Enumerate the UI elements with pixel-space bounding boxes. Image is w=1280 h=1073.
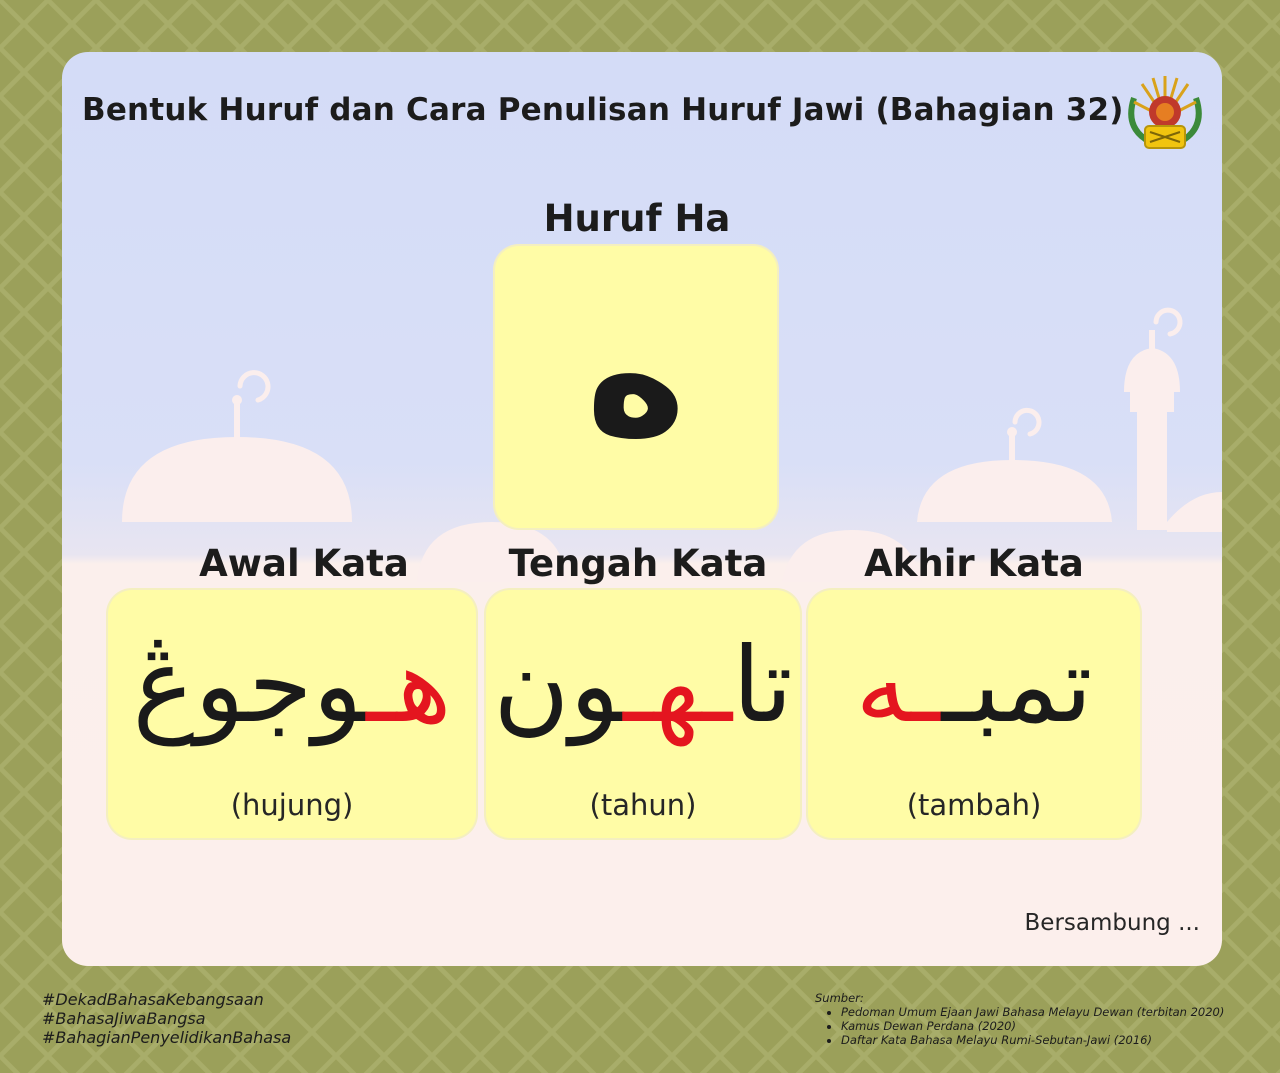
position-label-akhir: Akhir Kata	[864, 542, 1084, 585]
highlighted-letter: هـ	[366, 624, 452, 746]
word-part-after: وجوڠ	[132, 624, 367, 746]
arabic-word-tengah	[486, 610, 800, 760]
source-item: • Pedoman Umum Ejaan Jawi Bahasa Melayu Dewan (terbitan 2020)	[841, 1005, 1224, 1019]
word-box-akhir	[808, 590, 1140, 838]
rumi-word-akhir: (tambah)	[906, 788, 1042, 822]
continue-text: Bersambung ...	[1024, 910, 1200, 936]
source-item: • Kamus Dewan Perdana (2020)	[841, 1019, 1224, 1033]
main-letter-label: Huruf Ha	[543, 197, 731, 240]
word-part-after: ون	[493, 624, 624, 746]
main-letter-box	[495, 246, 777, 528]
position-label-tengah: Tengah Kata	[508, 542, 768, 585]
word-box-tengah	[486, 590, 800, 838]
word-box-awal	[108, 590, 476, 838]
position-label-awal: Awal Kata	[199, 542, 409, 585]
arabic-word-awal	[108, 610, 476, 760]
page-title: Bentuk Huruf dan Cara Penulisan Huruf Jawi (Bahagian 32)	[82, 92, 1124, 128]
highlighted-letter: ـه	[855, 624, 942, 746]
main-card	[62, 52, 1222, 966]
hashtag: #BahagianPenyelidikanBahasa	[42, 1028, 292, 1047]
rumi-word-awal: (hujung)	[230, 788, 354, 822]
arabic-word-akhir	[808, 610, 1140, 760]
word-part-before: تا	[732, 624, 793, 746]
source-list	[815, 991, 1224, 1047]
main-letter-glyph: ه	[585, 277, 687, 475]
hashtag: #BahasaJiwaBangsa	[42, 1009, 206, 1028]
highlighted-letter: ـهـ	[623, 624, 733, 746]
word-part-before: تمبـ	[941, 624, 1093, 746]
rumi-word-tengah: (tahun)	[589, 788, 697, 822]
hashtag: #DekadBahasaKebangsaan	[42, 990, 264, 1009]
source-item: • Daftar Kata Bahasa Melayu Rumi-Sebutan-Jawi (2016)	[841, 1033, 1224, 1047]
emblem-logo	[1120, 68, 1210, 158]
source-heading: Sumber:	[815, 991, 864, 1005]
hashtags	[42, 990, 291, 1047]
